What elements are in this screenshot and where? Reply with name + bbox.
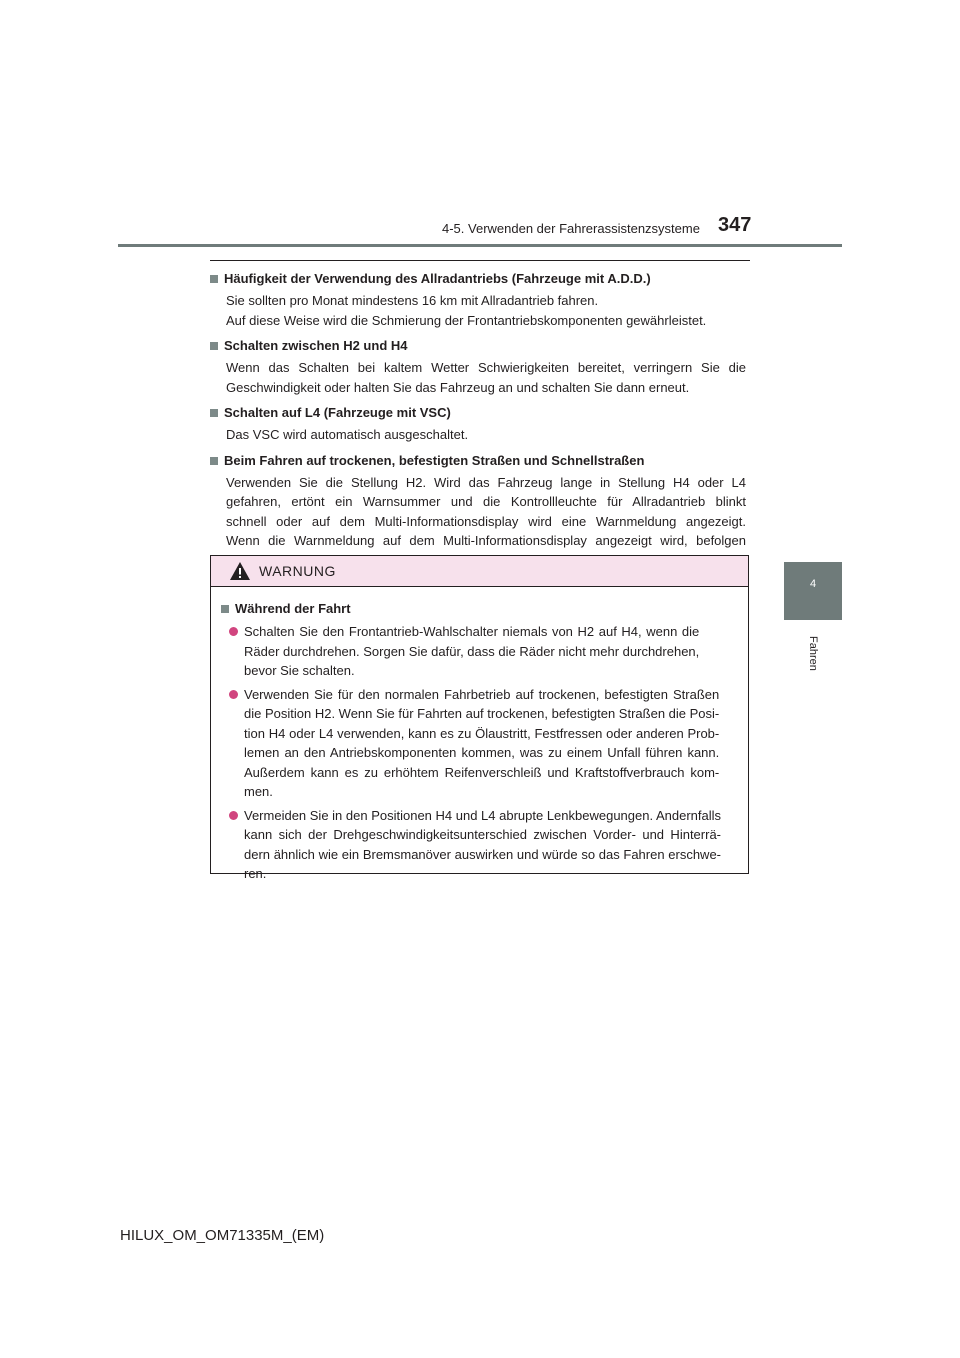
bullet-line: kann sich der Drehgeschwindigkeitsunterschied zwischen Vorder- und Hinterrä-: [244, 827, 722, 842]
section-awd-frequency: [210, 269, 750, 330]
bullet-line: die Position H2. Wenn Sie für Fahrten auf trockenen, befestigten Straßen die Posi-: [244, 706, 720, 721]
section-heading-text: Beim Fahren auf trockenen, befestigten Straßen und Schnellstraßen: [224, 452, 645, 468]
page-number: 347: [718, 214, 752, 236]
warning-content: [211, 587, 748, 884]
square-bullet-icon: [221, 605, 229, 613]
body-line: Wenn das Schalten bei kaltem Wetter Schwierigkeiten bereitet, verringern Sie die: [226, 360, 746, 375]
warning-header: [211, 556, 748, 587]
warning-bullet: [221, 685, 740, 802]
warning-box: [210, 555, 749, 881]
section-heading-text: Häufigkeit der Verwendung des Allradantriebs (Fahrzeuge mit A.D.D.): [224, 271, 651, 286]
chapter-tab: [784, 562, 842, 620]
bullet-line: men.: [244, 784, 273, 799]
section-shift-h2-h4: [210, 336, 750, 397]
body-line: schnell oder auf dem Multi-Informationsdisplay wird eine Warnmeldung angezeigt.: [226, 513, 746, 529]
square-bullet-icon: [210, 409, 218, 417]
running-header-section: 4-5. Verwenden der Fahrerassistenzsysteme: [442, 221, 700, 236]
square-bullet-icon: [210, 457, 218, 465]
bullet-line: Schalten Sie den Frontantrieb-Wahlschalter niemals von H2 auf H4, wenn die: [244, 624, 700, 639]
square-bullet-icon: [210, 342, 218, 350]
chapter-label: Fahren: [807, 635, 819, 671]
body-line: Das VSC wird automatisch ausgeschaltet.: [226, 427, 469, 442]
square-bullet-icon: [210, 275, 218, 283]
bullet-line: Außerdem kann es zu erhöhtem Reifenverschleiß und Kraftstoffverbrauch kom-: [244, 764, 720, 780]
body-line: Geschwindigkeit oder halten Sie das Fahrzeug an und schalten Sie dann erneut.: [226, 379, 690, 395]
body-line: gefahren, ertönt ein Warnsummer und die Kontrollleuchte für Allradantrieb blinkt: [226, 494, 746, 509]
circle-bullet-icon: [229, 690, 238, 699]
bullet-line: ren.: [244, 866, 267, 881]
warning-triangle-icon: [229, 561, 251, 581]
section-body: [210, 291, 750, 330]
bullet-line: tion H4 oder L4 verwenden, kann es zu Ölaustritt, Festfressen oder anderen Prob-: [244, 725, 720, 741]
section-heading: [210, 451, 750, 470]
chapter-number: 4: [809, 578, 817, 590]
body-line: Sie sollten pro Monat mindestens 16 km mit Allradantrieb fahren.: [226, 293, 599, 308]
warning-bullet: [221, 622, 740, 681]
bullet-line: Vermeiden Sie in den Positionen H4 und L4 abrupte Lenkbewegungen. Andernfalls: [244, 807, 722, 823]
bullet-line: bevor Sie schalten.: [244, 663, 355, 678]
main-content: [210, 260, 750, 576]
bullet-text: [244, 622, 699, 681]
bullet-text: [244, 806, 721, 884]
circle-bullet-icon: [229, 627, 238, 636]
warning-title: WARNUNG: [259, 563, 336, 579]
body-line: Verwenden Sie die Stellung H2. Wird das Fahrzeug lange in Stellung H4 oder L4: [226, 474, 746, 490]
circle-bullet-icon: [229, 811, 238, 820]
bullet-line: dern ähnlich wie ein Bremsmanöver auswirken und würde so das Fahren erschwe-: [244, 846, 722, 862]
body-line: Auf diese Weise wird die Schmierung der Frontantriebskomponenten gewährleistet.: [226, 312, 707, 328]
section-heading-text: Schalten zwischen H2 und H4: [224, 338, 408, 353]
header-rule: [118, 244, 842, 247]
section-heading: [210, 336, 750, 355]
section-dry-roads: [210, 451, 750, 571]
section-body: [210, 425, 750, 445]
bullet-line: lemen an den Antriebskomponenten kommen, was zu einem Unfall führen kann.: [244, 745, 720, 760]
bullet-text: [244, 685, 719, 802]
section-heading: [210, 403, 750, 422]
warning-subheading-text: Während der Fahrt: [235, 601, 351, 616]
bullet-line: Räder durchdrehen. Sorgen Sie dafür, dass die Räder nicht mehr durchdrehen,: [244, 643, 700, 659]
section-heading-text: Schalten auf L4 (Fahrzeuge mit VSC): [224, 405, 451, 420]
warning-subheading: [221, 599, 740, 618]
warning-bullet: [221, 806, 740, 884]
body-line: Wenn die Warnmeldung auf dem Multi-Informationsdisplay angezeigt wird, befolgen: [226, 533, 746, 548]
document-code: HILUX_OM_OM71335M_(EM): [120, 1227, 325, 1244]
section-heading: [210, 269, 750, 288]
section-shift-l4: [210, 403, 750, 445]
section-body: [210, 358, 750, 397]
bullet-line: Verwenden Sie für den normalen Fahrbetrieb auf trockenen, befestigten Straßen: [244, 686, 720, 702]
